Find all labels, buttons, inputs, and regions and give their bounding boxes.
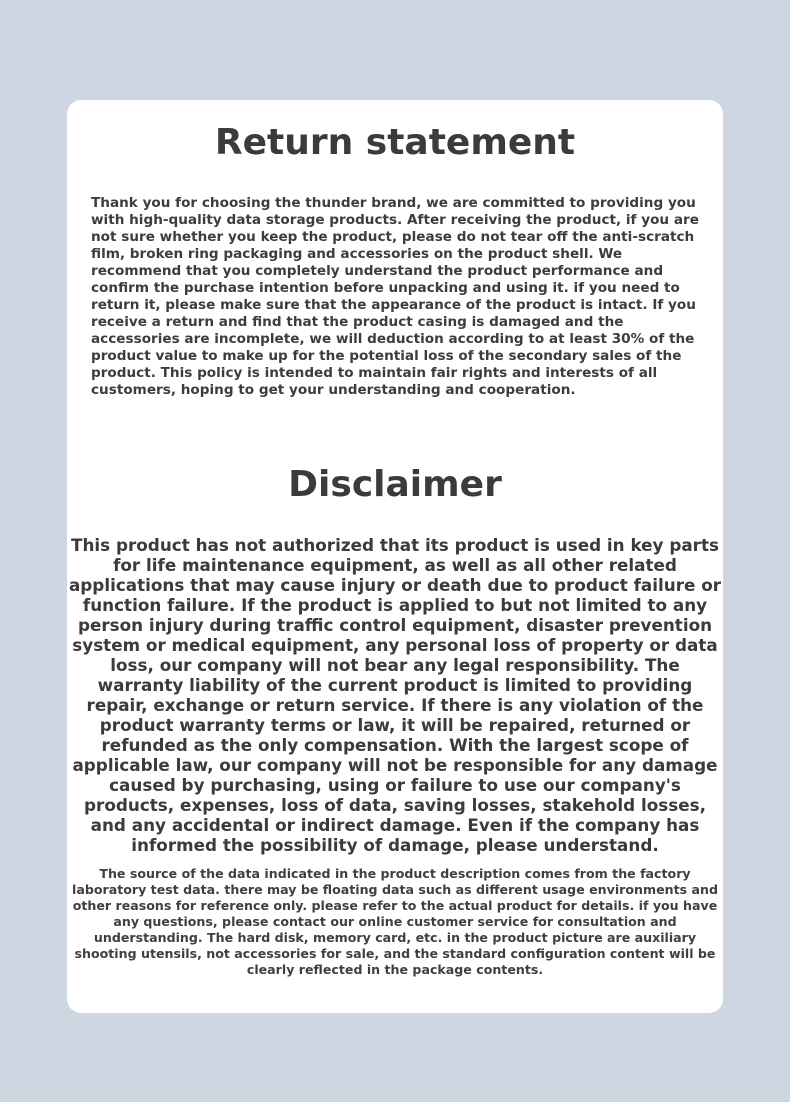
data-source-note: The source of the data indicated in the product description comes from the factory laboratory test data. there may be floating data such as different usage environments and other reasons for reference only. please refer to the actual product for details. if you have any questions, please contact our online customer service for consultation and understanding. The hard disk, memory card, etc. in the product picture are auxiliary shooting utensils, not accessories for sale, and the standard configuration content will be clearly reflected in the package contents.: [72, 866, 718, 977]
return-statement-body: Thank you for choosing the thunder brand, we are committed to providing you with high-quality data storage products. After receiving the product, if you are not sure whether you keep the product, please do not tear off the anti-scratch film, broken ring packaging and accessories on the product shell. We recommend that you completely understand the product performance and confirm the purchase intention before unpacking and using it. if you need to return it, please make sure that the appearance of the product is intact. If you receive a return and find that the product casing is damaged and the accessories are incomplete, we will deduction according to at least 30% of the product value to make up for the potential loss of the secondary sales of the product. This policy is intended to maintain fair rights and interests of all customers, hoping to get your understanding and cooperation.: [91, 195, 699, 398]
disclaimer-body: This product has not authorized that its product is used in key parts for life maintenance equipment, as well as all other related applications that may cause injury or death due to product failure or function failure. If the product is applied to but not limited to any person injury during traffic control equipment, disaster prevention system or medical equipment, any personal loss of property or data loss, our company will not bear any legal responsibility. The warranty liability of the current product is limited to providing repair, exchange or return service. If there is any violation of the product warranty terms or law, it will be repaired, returned or refunded as the only compensation. With the largest scope of applicable law, our company will not be responsible for any damage caused by purchasing, using or failure to use our company's products, expenses, loss of data, saving losses, stakehold losses, and any accidental or indirect damage. Even if the company has informed the possibility of damage, please understand.: [68, 535, 722, 855]
disclaimer-title: Disclaimer: [288, 464, 502, 505]
return-statement-title: Return statement: [214, 122, 576, 163]
